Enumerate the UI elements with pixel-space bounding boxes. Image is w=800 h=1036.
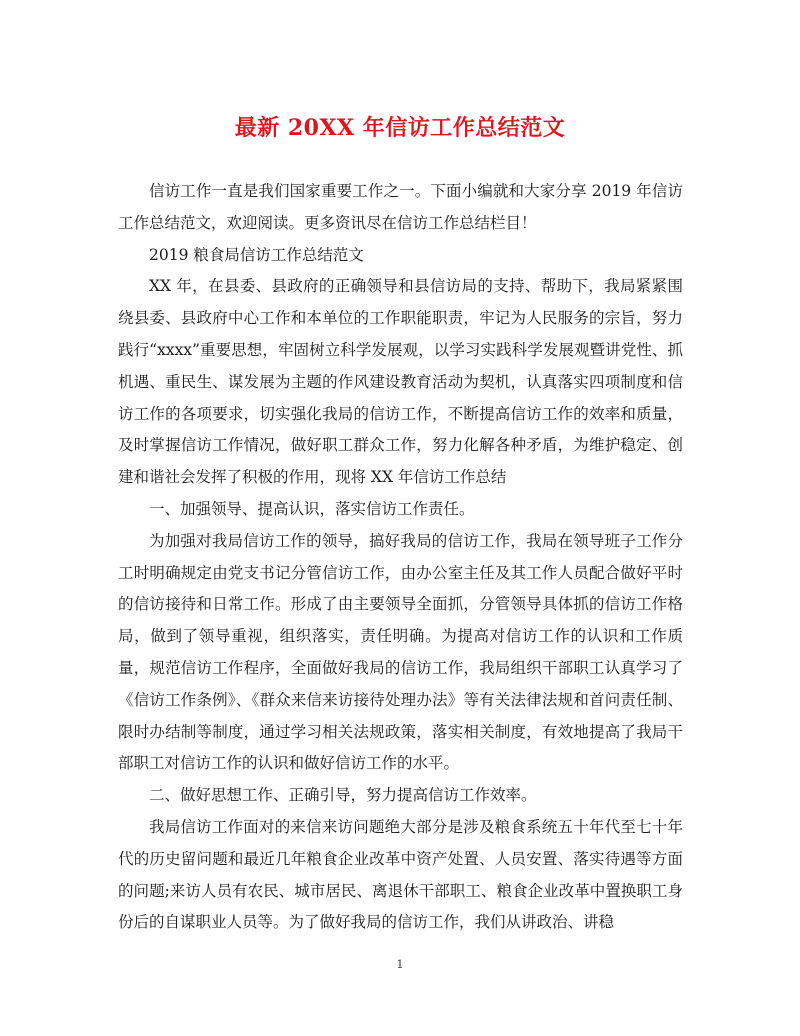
- document-body: [118, 176, 683, 939]
- paragraph-section-2: 我局信访工作面对的来信来访问题绝大部分是涉及粮食系统五十年代至七十年代的历史留问题和最近几年粮食企业改革中资产处置、人员安置、落实待遇等方面的问题;来访人员有农民、城市居民、离退休干部职工、粮食企业改革中置换职工身份后的自谋职业人员等。为了做好我局的信访工作，我们从讲政治、讲稳: [118, 817, 683, 932]
- section-heading-2: 二、做好思想工作、正确引导，努力提高信访工作效率。: [149, 786, 537, 805]
- paragraph-subtitle: 2019 粮食局信访工作总结范文: [149, 245, 364, 264]
- paragraph-summary: XX 年，在县委、县政府的正确领导和县信访局的支持、帮助下，我局紧紧围绕县委、县政府中心工作和本单位的工作职能职责，牢记为人民服务的宗旨，努力践行“xxxx”重要思想，牢固树立科学发展观，以学习实践科学发展观暨讲党性、抓机遇、重民生、谋发展为主题的作风建设教育活动为契机，认真落实四项制度和信访工作的各项要求，切实强化我局的信访工作，不断提高信访工作的效率和质量，及时掌握信访工作情况，做好职工群众工作，努力化解各种矛盾，为维护稳定、创建和谐社会发挥了积极的作用，现将 XX 年信访工作总结: [118, 277, 683, 487]
- paragraph-section-1: 为加强对我局信访工作的领导，搞好我局的信访工作，我局在领导班子工作分工时明确规定由党支书记分管信访工作，由办公室主任及其工作人员配合做好平时的信访接待和日常工作。形成了由主要领导全面抓，分管领导具体抓的信访工作格局，做到了领导重视，组织落实，责任明确。为提高对信访工作的认识和工作质量，规范信访工作程序，全面做好我局的信访工作，我局组织干部职工认真学习了《信访工作条例》、《群众来信来访接待处理办法》等有关法律法规和首问责任制、限时办结制等制度，通过学习相关法规政策，落实相关制度，有效地提高了我局干部职工对信访工作的认识和做好信访工作的水平。: [118, 531, 683, 773]
- section-heading-1: 一、加强领导、提高认识，落实信访工作责任。: [149, 499, 475, 518]
- paragraph-intro: 信访工作一直是我们国家重要工作之一。下面小编就和大家分享 2019 年信访工作总结范文，欢迎阅读。更多资讯尽在信访工作总结栏目！: [118, 182, 683, 232]
- document-title: 最新 20XX 年信访工作总结范文: [234, 115, 566, 141]
- page-number: 1: [396, 958, 404, 971]
